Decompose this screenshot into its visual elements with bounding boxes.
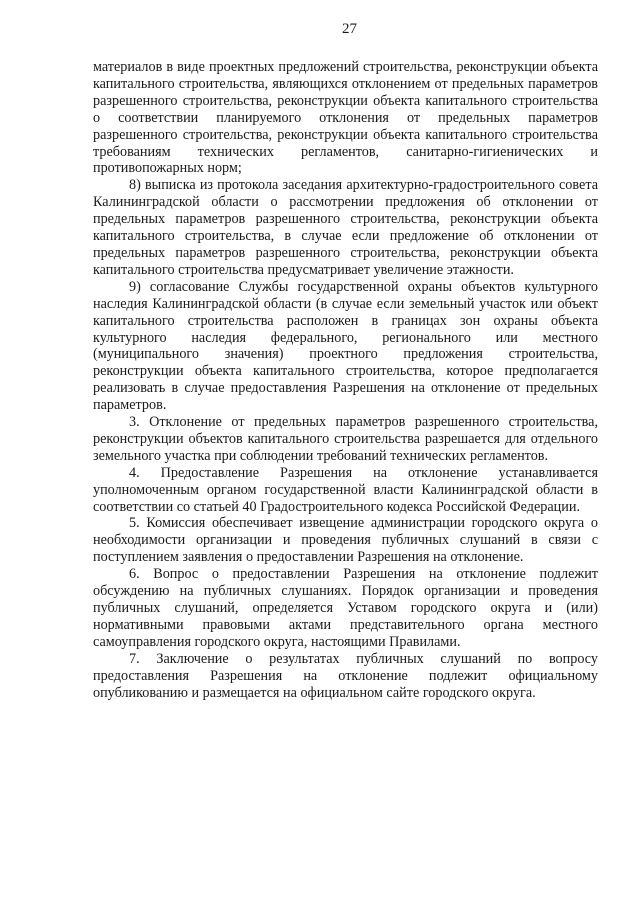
paragraph-section-7: 7. Заключение о результатах публичных слушаний по вопросу предоставления Разрешения на отклонение подлежит официальному опубликованию и размещается на официальном сайте городского округа. <box>93 650 598 701</box>
paragraph-section-5: 5. Комиссия обеспечивает извещение администрации городского округа о необходимости организации и проведения публичных слушаний в связи с поступлением заявления о предоставлении Разрешения на отклонение. <box>93 515 598 566</box>
paragraph-section-3: 3. Отклонение от предельных параметров разрешенного строительства, реконструкции объектов капитального строительства разрешается для отдельного земельного участка при соблюдении требований технических регламентов. <box>93 414 598 464</box>
document-page <box>93 20 598 701</box>
paragraph-item-9: 9) согласование Службы государственной охраны объектов культурного наследия Калининградской области (в случае если земельный участок или объект капитального строительства расположен в границах зон охраны объекта культурного наследия федерального, регионального или местного (муниципального значения) проектного предложения строительства, реконструкции объекта капитального строительства, которое предполагается реализовать в случае предоставления Разрешения на отклонение от предельных параметров. <box>93 278 598 414</box>
paragraph-item-8: 8) выписка из протокола заседания архитектурно-градостроительного совета Калининградской области о рассмотрении предложения об отклонении от предельных параметров разрешенного строительства, реконструкции объекта капитального строительства, в случае если предложение об отклонении от предельных параметров разрешенного строительства, реконструкции объекта капитального строительства предусматривает увеличение этажности. <box>93 177 598 278</box>
paragraph-section-4: 4. Предоставление Разрешения на отклонение устанавливается уполномоченным органом государственной власти Калининградской области в соответствии со статьей 40 Градостроительного кодекса Российской Федерации. <box>93 464 598 515</box>
page-number: 27 <box>342 21 357 37</box>
paragraph-section-6: 6. Вопрос о предоставлении Разрешения на отклонение подлежит обсуждению на публичных слушаниях. Порядок организации и проведения публичных слушаний, определяется Уставом городского округа и (или) нормативными правовыми актами представительного органа местного самоуправления городского округа, настоящими Правилами. <box>93 566 598 650</box>
paragraph-continuation: материалов в виде проектных предложений строительства, реконструкции объекта капитального строительства, являющихся отклонением от предельных параметров разрешенного строительства, реконструкции объекта капитального строительства о соответствии планируемого отклонения от предельных параметров разрешенного строительства, реконструкции объекта капитального строительства требованиям технических регламентов, санитарно-гигиенических и противопожарных норм; <box>93 59 598 177</box>
